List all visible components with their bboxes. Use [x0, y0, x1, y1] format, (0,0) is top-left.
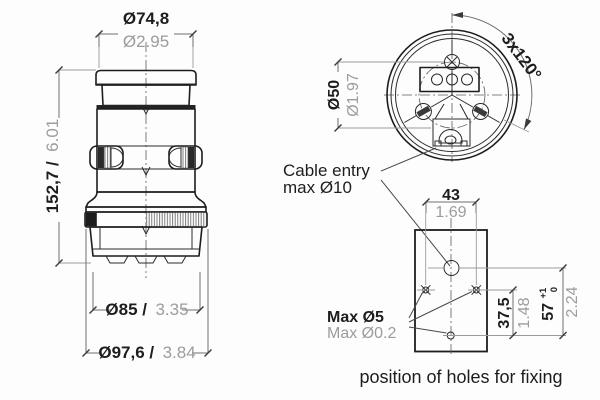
side-view [43, 9, 212, 362]
fixing-hole-left [417, 285, 435, 294]
cable-note-line2: max Ø10 [283, 178, 352, 197]
height-label: 152,7 / 6.01 [43, 118, 62, 214]
bolt-circle-in-label: Ø1.97 [345, 73, 362, 117]
bolt-circle-mm-label: Ø50 [326, 79, 343, 111]
side-clip-right [169, 146, 202, 169]
hole-spacing-mm-label: 43 [442, 187, 460, 204]
dim-base-inner-diameter [90, 272, 204, 319]
cap-diameter-mm-label: Ø74,8 [122, 9, 170, 28]
dim-screw-pattern [452, 12, 545, 132]
total-offset-in-label: 2.24 [564, 286, 581, 318]
hole-spacing-in-label: 1.69 [435, 204, 467, 221]
fixing-hole-bottom [443, 332, 566, 339]
lower-hole-offset-mm-label: 37,5 [496, 297, 513, 329]
cap-diameter-in-label: Ø2.95 [122, 32, 170, 51]
side-clip-left [90, 146, 123, 169]
base-outer-diameter-label: Ø97,6 / 3.84 [98, 343, 196, 362]
hole-max-mm-label: Max Ø5 [327, 309, 384, 326]
dim-lower-hole-offset [481, 287, 533, 340]
base-inner-diameter-label: Ø85 / 3.35 [105, 300, 189, 319]
cable-hole [428, 261, 566, 276]
screw-lower-right [473, 104, 489, 120]
fixing-holes-view [327, 187, 581, 387]
max-hole-note [327, 292, 472, 343]
screw-pattern-label: 3x120° [497, 29, 546, 85]
top-view [283, 12, 545, 266]
screw-lower-left [415, 104, 431, 120]
lower-hole-offset-in-label: 1.48 [516, 297, 533, 329]
hole-max-in-label: Max Ø0.2 [327, 325, 397, 342]
fixing-caption: position of holes for fixing [359, 367, 563, 387]
total-offset-mm-label: 57 $^{+1}$ 0 [538, 286, 560, 321]
cable-gland [433, 104, 470, 146]
cable-note-line1: Cable entry [283, 161, 370, 180]
dim-overall-height [43, 67, 96, 267]
knurled-ring [85, 212, 207, 227]
dim-total-offset [533, 265, 581, 340]
cable-entry-note [283, 148, 450, 266]
dim-cap-diameter [96, 9, 197, 68]
